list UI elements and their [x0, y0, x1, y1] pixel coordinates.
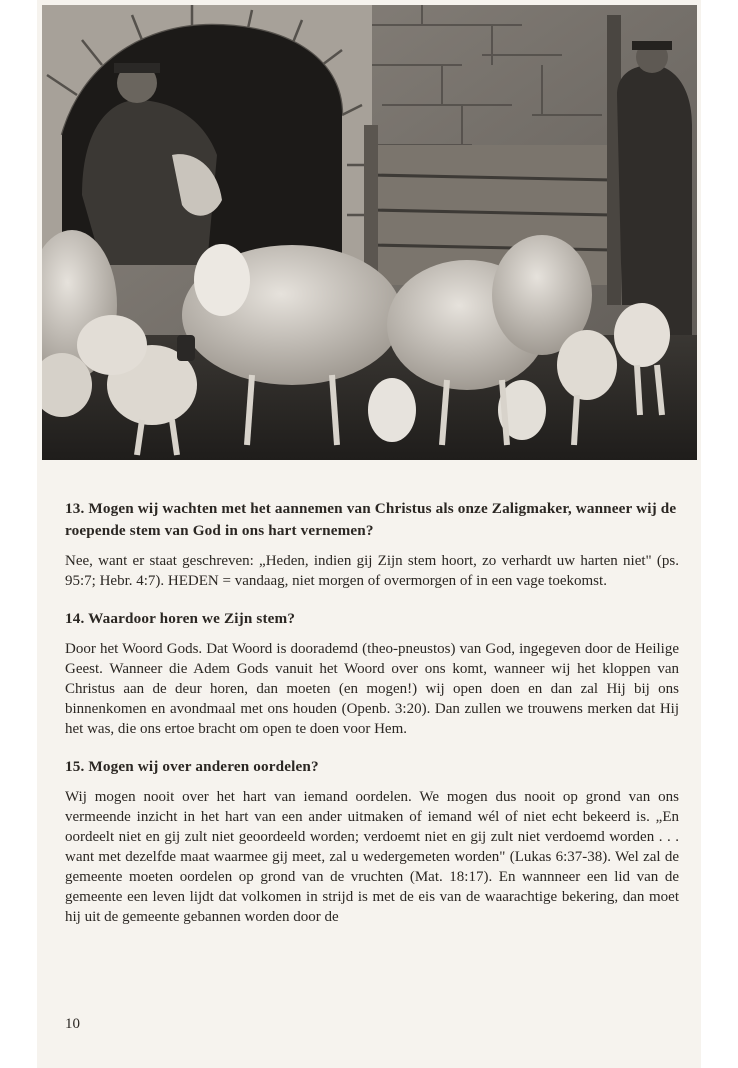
question-15: 15. Mogen wij over anderen oordelen? [65, 758, 319, 775]
question-14: 14. Waardoor horen we Zijn stem? [65, 610, 296, 627]
sheep-photo-icon [42, 5, 697, 460]
answer-13: Nee, want er staat geschreven: „Heden, indien gij Zijn stem hoort, zo verhardt uw harten niet" (ps. 95:7; Hebr. 4:7). HEDEN = vandaag, niet morgen of overmorgen of in een vage toekomst. [65, 553, 679, 589]
question-13: 13. Mogen wij wachten met het aannemen van Christus als onze Zaligmaker, wanneer wij de roepende stem van God in ons hart vernemen? [65, 500, 677, 539]
sheep-photo [42, 5, 697, 460]
answer-15: Wij mogen nooit over het hart van iemand oordelen. We mogen dus nooit op grond van ons vermeende inzicht in het hart van een ander uitmaken of iemand wél of niet echt bekeerd is. „En oordeelt niet en gij zult niet geoordeeld worden; verdoemt niet en gij zult niet verdoemd worden . . . want met dezelfde maat waarmee gij meet, zal u wedergemeten worden" (Lukas 6:37-38). Wel zal de gemeente moeten oordelen op grond van de vruchten (Mat. 18:17). En wannneer een lid van de gemeente een leven lijdt dat volkomen in strijd is met de eis van de waarachtige bekering, dan moet hij uit de gemeente gebannen worden door de [65, 789, 679, 925]
qa-text [65, 498, 679, 944]
book-page [37, 0, 701, 1068]
answer-14: Door het Woord Gods. Dat Woord is doorademd (theo-pneustos) van God, ingegeven door de Heilige Geest. Wanneer die Adem Gods vanuit het Woord over ons komt, wanneer wij het kloppen van Christus aan de deur horen, dan moeten (en mogen!) wij open doen en dan zal Hij bij ons binnenkomen en avondmaal met ons houden (Openb. 3:20). Dan zullen we trouwens merken dat Hij het was, die ons ertoe bracht om open te doen voor Hem. [65, 641, 679, 737]
page-number: 10 [65, 1016, 80, 1032]
